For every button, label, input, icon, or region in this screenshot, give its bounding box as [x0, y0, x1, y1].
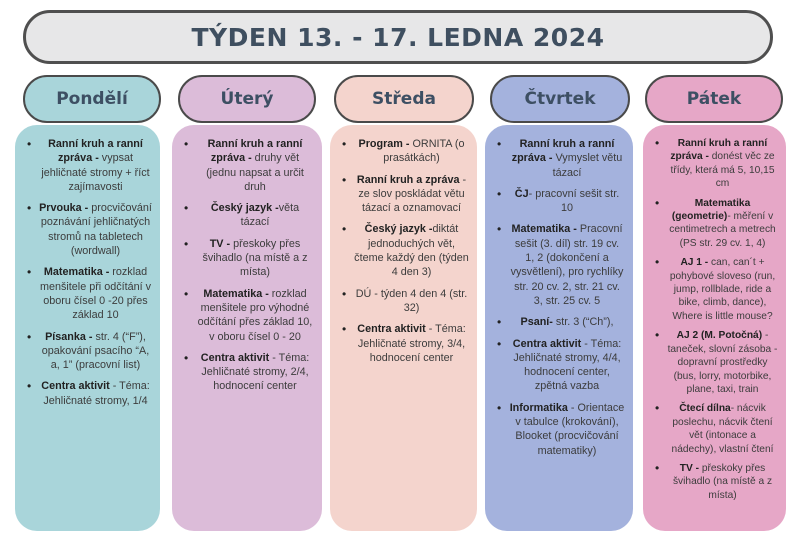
activity-subject: Matematika (geometrie): [671, 197, 751, 223]
activity-subject: Ranní kruh a ranní zpráva -: [670, 138, 768, 163]
activity-item: [495, 401, 625, 458]
activity-description: - Orientace v tabulce (krokování), Blooket (procvičování matematiky): [515, 401, 625, 457]
activity-item: [495, 187, 625, 216]
activity-item: [653, 197, 778, 251]
activity-subject: Informatika: [509, 401, 568, 414]
activity-subject: Centra aktivit: [41, 380, 110, 393]
activity-item: [340, 173, 469, 216]
activity-subject: Ranní kruh a ranní zpráva -: [207, 138, 303, 165]
monday-column: [15, 125, 160, 531]
activity-description: Vymyslet větu tázací: [552, 152, 623, 179]
day-name: Čtvrtek: [524, 89, 596, 109]
day-header-monday: [23, 75, 161, 123]
activity-subject: ČJ: [514, 187, 529, 200]
activity-list: [25, 137, 152, 408]
week-title: TÝDEN 13. - 17. LEDNA 2024: [191, 22, 605, 52]
day-name: Pondělí: [56, 89, 128, 109]
activity-subject: Psaní-: [520, 316, 553, 329]
activity-description: přeskoky přes švihadlo (na místě a z místa): [672, 462, 773, 501]
activity-subject: Matematika -: [43, 266, 110, 279]
activity-item: [653, 329, 778, 396]
activity-description: - Téma: Jehličnaté stromy, 4/4, hodnocení center, zpětná vazba: [513, 337, 622, 393]
activity-description: rozklad menšitele při odčítání v oboru čísel 0 -20 přes základ 10: [39, 266, 152, 322]
activity-item: [25, 201, 152, 258]
activity-item: [25, 330, 152, 373]
activity-subject: Matematika -: [511, 223, 577, 236]
activity-item: [495, 137, 625, 180]
activity-item: [653, 462, 778, 502]
friday-column: [643, 125, 786, 531]
activity-description: diktát jednoduchých vět, čteme každý den (týden 4 den 3): [354, 223, 469, 279]
day-header-tuesday: [178, 75, 316, 123]
activity-description: druhy vět (jednu napsat a určit druh: [206, 152, 304, 193]
activity-description: přeskoky přes švihadlo (na místě a z místa): [202, 237, 308, 279]
activity-description: donést věc ze třídy, která má 5, 10,15 cm: [670, 151, 775, 190]
activity-subject: Centra aktivit: [357, 323, 426, 336]
day-name: Středa: [372, 89, 436, 109]
activity-description: DÚ - týden 4 den 4 (str. 32): [355, 287, 468, 314]
activity-description: - Téma: Jehličnaté stromy, 2/4, hodnocení center: [201, 351, 310, 393]
activity-item: [182, 351, 314, 394]
day-name: Pátek: [686, 89, 742, 109]
week-title-banner: [23, 10, 773, 64]
activity-description: Pracovní sešit (3. díl) str. 19 cv. 1, 2 (dokončení a vysvětlení), pro rychlíky str. 20 cv. 2, str. 21 cv. 3, str. 25 cv. 5: [510, 223, 624, 307]
thursday-column: [485, 125, 633, 531]
activity-description: - nácvik poslechu, nácvik čtení vět (intonace a nádechy), vlastní čtení: [671, 403, 774, 455]
activity-subject: Čtecí dílna: [679, 403, 731, 415]
activity-description: - měření v centimetrech a metrech (PS str. 29 cv. 1, 4): [669, 211, 776, 249]
activity-item: [25, 379, 152, 408]
activity-item: [340, 322, 469, 365]
activity-item: [340, 222, 469, 279]
activity-item: [495, 222, 625, 308]
activity-description: ORNITA (o prasátkách): [383, 138, 465, 165]
activity-item: [340, 137, 469, 166]
activity-subject: AJ 2 (M. Potočná): [676, 330, 763, 342]
activity-item: [340, 287, 469, 316]
activity-item: [182, 137, 314, 194]
activity-subject: Matematika -: [203, 287, 269, 300]
activity-item: [25, 137, 152, 194]
activity-description: - ze slov poskládat větu tázací a oznamovací: [358, 173, 467, 215]
activity-item: [182, 287, 314, 344]
activity-subject: Prvouka -: [39, 202, 89, 215]
activity-subject: Písanka -: [45, 330, 93, 343]
activity-list: [182, 137, 314, 394]
activity-description: věta tázací: [240, 202, 300, 229]
activity-description: can, can´t + pohybové sloveso (run, jump, rollblade, ride a bike, climb, dance), Where is little mouse?: [669, 257, 776, 322]
activity-item: [495, 315, 625, 329]
wednesday-column: [330, 125, 477, 531]
activity-list: [653, 137, 778, 502]
activity-description: rozklad menšitele pro výhodné odčítání přes základ 10, v oboru čísel 0 - 20: [197, 287, 313, 343]
activity-item: [653, 402, 778, 456]
activity-subject: Český jazyk -: [364, 223, 433, 236]
day-header-wednesday: [334, 75, 474, 123]
activity-item: [182, 237, 314, 280]
activity-subject: Centra aktivit: [512, 337, 582, 350]
activity-subject: Ranní kruh a ranní zpráva -: [511, 138, 615, 165]
activity-description: procvičování poznávání jehličnatých stromů na tabletech (wordwall): [40, 202, 152, 258]
tuesday-column: [172, 125, 322, 531]
activity-subject: Centra aktivit: [200, 351, 270, 364]
day-name: Úterý: [220, 89, 274, 109]
day-header-friday: [645, 75, 783, 123]
activity-subject: Program -: [358, 138, 410, 150]
activity-subject: Český jazyk -: [210, 202, 279, 215]
activity-item: [653, 137, 778, 191]
activity-description: - pracovní sešit str. 10: [528, 187, 620, 215]
day-header-thursday: [490, 75, 630, 123]
activity-description: str. 3 (“Ch”),: [552, 316, 614, 329]
activity-item: [495, 337, 625, 394]
activity-description: vypsat jehličnaté stromy + říct zajímavosti: [41, 152, 150, 193]
activity-item: [182, 201, 314, 230]
activity-subject: Ranní kruh a ranní zpráva -: [48, 138, 143, 165]
activity-description: - Téma: Jehličnaté stromy, 3/4, hodnocení center: [357, 323, 466, 364]
activity-list: [495, 137, 625, 458]
activity-subject: AJ 1 -: [680, 257, 709, 269]
activity-description: - Téma: Jehličnaté stromy, 1/4: [43, 380, 150, 407]
activity-description: str. 4 (“F”), opakování psacího “A, a, 1” (pracovní list): [41, 330, 150, 372]
activity-description: - taneček, slovní zásoba - dopravní prostředky (bus, lorry, motorbike, plane, taxi, train: [667, 330, 778, 395]
activity-item: [653, 256, 778, 323]
activity-subject: TV -: [679, 462, 699, 474]
activity-item: [25, 265, 152, 322]
activity-subject: Ranní kruh a zpráva: [356, 173, 460, 186]
activity-subject: TV -: [209, 237, 231, 250]
activity-list: [340, 137, 469, 365]
